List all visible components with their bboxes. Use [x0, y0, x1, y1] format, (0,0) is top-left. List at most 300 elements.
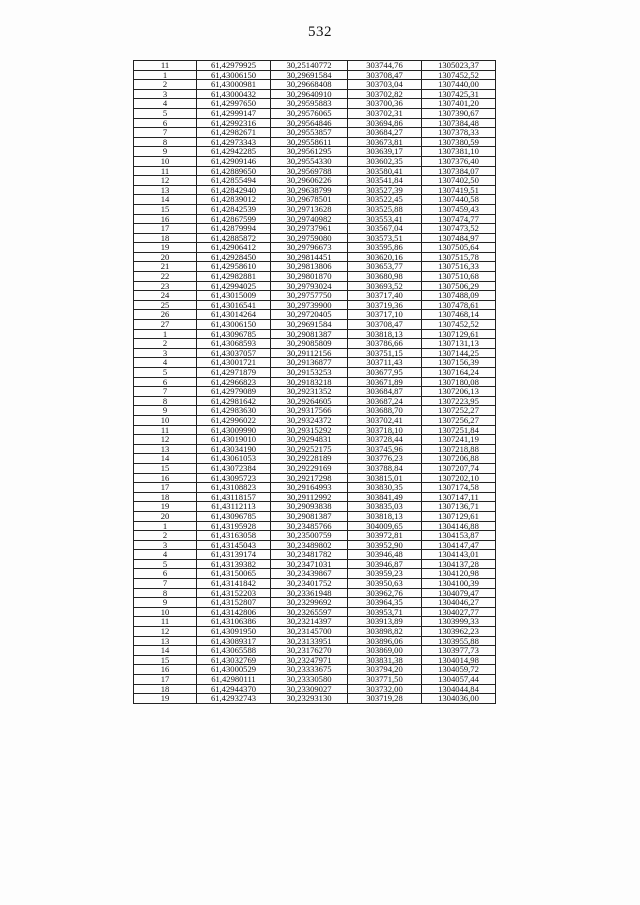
table-row — [134, 128, 496, 138]
point-number-cell: 9 — [134, 406, 197, 416]
point-number-cell: 19 — [134, 694, 197, 704]
table-row — [134, 377, 496, 387]
y-coordinate-cell: 1304014,98 — [422, 655, 496, 665]
y-coordinate-cell: 1303962,23 — [422, 627, 496, 637]
longitude-cell: 30,23247971 — [271, 655, 348, 665]
table-row — [134, 108, 496, 118]
y-coordinate-cell: 1307402,50 — [422, 176, 496, 186]
table-row — [134, 540, 496, 550]
y-coordinate-cell: 1307488,09 — [422, 291, 496, 301]
longitude-cell: 30,23133951 — [271, 636, 348, 646]
point-number-cell: 8 — [134, 588, 197, 598]
table-row — [134, 579, 496, 589]
table-row — [134, 320, 496, 330]
point-number-cell: 11 — [134, 617, 197, 627]
x-coordinate-cell: 303702,31 — [348, 108, 422, 118]
latitude-cell: 61,42983630 — [197, 406, 271, 416]
y-coordinate-cell: 1307484,97 — [422, 233, 496, 243]
table-row — [134, 502, 496, 512]
y-coordinate-cell: 1307452,52 — [422, 320, 496, 330]
point-number-cell: 16 — [134, 214, 197, 224]
table-row — [134, 368, 496, 378]
latitude-cell: 61,42889650 — [197, 166, 271, 176]
y-coordinate-cell: 1307131,13 — [422, 339, 496, 349]
latitude-cell: 61,43009990 — [197, 425, 271, 435]
longitude-cell: 30,29740982 — [271, 214, 348, 224]
x-coordinate-cell: 303818,13 — [348, 329, 422, 339]
x-coordinate-cell: 303653,77 — [348, 262, 422, 272]
y-coordinate-cell: 1307180,08 — [422, 377, 496, 387]
y-coordinate-cell: 1307164,24 — [422, 368, 496, 378]
y-coordinate-cell: 1304036,00 — [422, 694, 496, 704]
point-number-cell: 22 — [134, 272, 197, 282]
latitude-cell: 61,42942285 — [197, 147, 271, 157]
x-coordinate-cell: 303771,50 — [348, 675, 422, 685]
table-row — [134, 252, 496, 262]
latitude-cell: 61,42994025 — [197, 281, 271, 291]
x-coordinate-cell: 303946,48 — [348, 550, 422, 560]
table-row — [134, 646, 496, 656]
longitude-cell: 30,29081387 — [271, 511, 348, 521]
point-number-cell: 7 — [134, 128, 197, 138]
point-number-cell: 19 — [134, 243, 197, 253]
x-coordinate-cell: 303786,66 — [348, 339, 422, 349]
point-number-cell: 1 — [134, 70, 197, 80]
latitude-cell: 61,42879994 — [197, 224, 271, 234]
latitude-cell: 61,42996022 — [197, 415, 271, 425]
y-coordinate-cell: 1307241,19 — [422, 435, 496, 445]
latitude-cell: 61,43118157 — [197, 492, 271, 502]
x-coordinate-cell: 303964,35 — [348, 598, 422, 608]
table-row — [134, 463, 496, 473]
y-coordinate-cell: 1307251,84 — [422, 425, 496, 435]
point-number-cell: 11 — [134, 166, 197, 176]
x-coordinate-cell: 303718,10 — [348, 425, 422, 435]
latitude-cell: 61,43037057 — [197, 348, 271, 358]
longitude-cell: 30,29813806 — [271, 262, 348, 272]
longitude-cell: 30,29739900 — [271, 300, 348, 310]
coordinates-table — [133, 60, 496, 704]
point-number-cell: 17 — [134, 675, 197, 685]
table-row — [134, 684, 496, 694]
table-row — [134, 454, 496, 464]
y-coordinate-cell: 1307384,07 — [422, 166, 496, 176]
coordinates-table-body — [134, 61, 496, 704]
longitude-cell: 30,29315292 — [271, 425, 348, 435]
x-coordinate-cell: 303708,47 — [348, 320, 422, 330]
x-coordinate-cell: 303841,49 — [348, 492, 422, 502]
x-coordinate-cell: 303953,71 — [348, 607, 422, 617]
x-coordinate-cell: 303694,86 — [348, 118, 422, 128]
latitude-cell: 61,42997650 — [197, 99, 271, 109]
point-number-cell: 18 — [134, 684, 197, 694]
longitude-cell: 30,29606226 — [271, 176, 348, 186]
x-coordinate-cell: 303732,00 — [348, 684, 422, 694]
longitude-cell: 30,29757750 — [271, 291, 348, 301]
longitude-cell: 30,29164993 — [271, 483, 348, 493]
y-coordinate-cell: 1307252,27 — [422, 406, 496, 416]
y-coordinate-cell: 1307425,31 — [422, 89, 496, 99]
y-coordinate-cell: 1307218,88 — [422, 444, 496, 454]
point-number-cell: 2 — [134, 80, 197, 90]
latitude-cell: 61,43112113 — [197, 502, 271, 512]
y-coordinate-cell: 1307147,11 — [422, 492, 496, 502]
x-coordinate-cell: 303972,81 — [348, 531, 422, 541]
point-number-cell: 8 — [134, 137, 197, 147]
y-coordinate-cell: 1307401,20 — [422, 99, 496, 109]
x-coordinate-cell: 303693,52 — [348, 281, 422, 291]
latitude-cell: 61,43152807 — [197, 598, 271, 608]
point-number-cell: 18 — [134, 492, 197, 502]
point-number-cell: 18 — [134, 233, 197, 243]
longitude-cell: 30,23489802 — [271, 540, 348, 550]
table-row — [134, 473, 496, 483]
x-coordinate-cell: 303744,76 — [348, 61, 422, 71]
x-coordinate-cell: 303522,45 — [348, 195, 422, 205]
y-coordinate-cell: 1304057,44 — [422, 675, 496, 685]
latitude-cell: 61,43142806 — [197, 607, 271, 617]
table-row — [134, 636, 496, 646]
table-row — [134, 61, 496, 71]
table-row — [134, 627, 496, 637]
longitude-cell: 30,29554330 — [271, 156, 348, 166]
y-coordinate-cell: 1307459,43 — [422, 204, 496, 214]
x-coordinate-cell: 303525,88 — [348, 204, 422, 214]
longitude-cell: 30,23330580 — [271, 675, 348, 685]
x-coordinate-cell: 303688,70 — [348, 406, 422, 416]
y-coordinate-cell: 1307419,51 — [422, 185, 496, 195]
table-row — [134, 655, 496, 665]
point-number-cell: 16 — [134, 665, 197, 675]
y-coordinate-cell: 1307206,88 — [422, 454, 496, 464]
x-coordinate-cell: 303952,90 — [348, 540, 422, 550]
longitude-cell: 30,29595883 — [271, 99, 348, 109]
x-coordinate-cell: 303684,87 — [348, 387, 422, 397]
longitude-cell: 30,29801870 — [271, 272, 348, 282]
latitude-cell: 61,42928450 — [197, 252, 271, 262]
point-number-cell: 25 — [134, 300, 197, 310]
point-number-cell: 20 — [134, 511, 197, 521]
y-coordinate-cell: 1307506,29 — [422, 281, 496, 291]
table-row — [134, 425, 496, 435]
point-number-cell: 1 — [134, 521, 197, 531]
longitude-cell: 30,23485766 — [271, 521, 348, 531]
latitude-cell: 61,43096785 — [197, 511, 271, 521]
point-number-cell: 4 — [134, 99, 197, 109]
y-coordinate-cell: 1307381,10 — [422, 147, 496, 157]
x-coordinate-cell: 303677,95 — [348, 368, 422, 378]
point-number-cell: 6 — [134, 377, 197, 387]
table-row — [134, 233, 496, 243]
table-row — [134, 272, 496, 282]
longitude-cell: 30,23333675 — [271, 665, 348, 675]
x-coordinate-cell: 303702,41 — [348, 415, 422, 425]
longitude-cell: 30,29793024 — [271, 281, 348, 291]
longitude-cell: 30,29153253 — [271, 368, 348, 378]
point-number-cell: 11 — [134, 61, 197, 71]
table-row — [134, 396, 496, 406]
y-coordinate-cell: 1307384,48 — [422, 118, 496, 128]
table-row — [134, 147, 496, 157]
longitude-cell: 30,29737961 — [271, 224, 348, 234]
longitude-cell: 30,29317566 — [271, 406, 348, 416]
y-coordinate-cell: 1307505,64 — [422, 243, 496, 253]
longitude-cell: 30,29558611 — [271, 137, 348, 147]
point-number-cell: 13 — [134, 185, 197, 195]
point-number-cell: 2 — [134, 339, 197, 349]
latitude-cell: 61,43152203 — [197, 588, 271, 598]
table-row — [134, 156, 496, 166]
point-number-cell: 10 — [134, 156, 197, 166]
point-number-cell: 17 — [134, 224, 197, 234]
latitude-cell: 61,43014264 — [197, 310, 271, 320]
longitude-cell: 30,29814451 — [271, 252, 348, 262]
latitude-cell: 61,43019010 — [197, 435, 271, 445]
table-row — [134, 204, 496, 214]
table-row — [134, 521, 496, 531]
x-coordinate-cell: 303708,47 — [348, 70, 422, 80]
latitude-cell: 61,42966823 — [197, 377, 271, 387]
x-coordinate-cell: 303830,35 — [348, 483, 422, 493]
longitude-cell: 30,23299692 — [271, 598, 348, 608]
latitude-cell: 61,42979089 — [197, 387, 271, 397]
table-row — [134, 694, 496, 704]
latitude-cell: 61,42982671 — [197, 128, 271, 138]
point-number-cell: 2 — [134, 531, 197, 541]
x-coordinate-cell: 303950,63 — [348, 579, 422, 589]
x-coordinate-cell: 303671,89 — [348, 377, 422, 387]
x-coordinate-cell: 303815,01 — [348, 473, 422, 483]
longitude-cell: 30,23481782 — [271, 550, 348, 560]
x-coordinate-cell: 303553,41 — [348, 214, 422, 224]
longitude-cell: 30,29231352 — [271, 387, 348, 397]
point-number-cell: 17 — [134, 483, 197, 493]
y-coordinate-cell: 1307473,52 — [422, 224, 496, 234]
latitude-cell: 61,42981642 — [197, 396, 271, 406]
latitude-cell: 61,43000981 — [197, 80, 271, 90]
table-row — [134, 300, 496, 310]
table-row — [134, 99, 496, 109]
x-coordinate-cell: 303788,84 — [348, 463, 422, 473]
table-row — [134, 617, 496, 627]
x-coordinate-cell: 303680,98 — [348, 272, 422, 282]
latitude-cell: 61,43108823 — [197, 483, 271, 493]
y-coordinate-cell: 1307174,58 — [422, 483, 496, 493]
longitude-cell: 30,29081387 — [271, 329, 348, 339]
y-coordinate-cell: 1307440,00 — [422, 80, 496, 90]
longitude-cell: 30,29252175 — [271, 444, 348, 454]
y-coordinate-cell: 1307202,10 — [422, 473, 496, 483]
table-row — [134, 569, 496, 579]
longitude-cell: 30,29576065 — [271, 108, 348, 118]
point-number-cell: 19 — [134, 502, 197, 512]
latitude-cell: 61,43150065 — [197, 569, 271, 579]
point-number-cell: 16 — [134, 473, 197, 483]
table-row — [134, 387, 496, 397]
x-coordinate-cell: 303959,23 — [348, 569, 422, 579]
latitude-cell: 61,43016541 — [197, 300, 271, 310]
x-coordinate-cell: 303946,87 — [348, 559, 422, 569]
x-coordinate-cell: 303728,44 — [348, 435, 422, 445]
latitude-cell: 61,43072384 — [197, 463, 271, 473]
latitude-cell: 61,42944370 — [197, 684, 271, 694]
point-number-cell: 12 — [134, 176, 197, 186]
y-coordinate-cell: 1307380,59 — [422, 137, 496, 147]
table-row — [134, 176, 496, 186]
x-coordinate-cell: 303711,43 — [348, 358, 422, 368]
longitude-cell: 30,29229169 — [271, 463, 348, 473]
y-coordinate-cell: 1307156,39 — [422, 358, 496, 368]
longitude-cell: 30,23214397 — [271, 617, 348, 627]
longitude-cell: 30,29759080 — [271, 233, 348, 243]
page-number: 532 — [308, 24, 332, 40]
table-row — [134, 675, 496, 685]
table-row — [134, 329, 496, 339]
latitude-cell: 61,43000432 — [197, 89, 271, 99]
y-coordinate-cell: 1307478,61 — [422, 300, 496, 310]
longitude-cell: 30,25140772 — [271, 61, 348, 71]
longitude-cell: 30,29720405 — [271, 310, 348, 320]
y-coordinate-cell: 1307223,95 — [422, 396, 496, 406]
x-coordinate-cell: 303794,20 — [348, 665, 422, 675]
latitude-cell: 61,43000529 — [197, 665, 271, 675]
longitude-cell: 30,29324372 — [271, 415, 348, 425]
point-number-cell: 9 — [134, 147, 197, 157]
longitude-cell: 30,29796673 — [271, 243, 348, 253]
table-row — [134, 166, 496, 176]
point-number-cell: 26 — [134, 310, 197, 320]
table-row — [134, 511, 496, 521]
longitude-cell: 30,29564846 — [271, 118, 348, 128]
latitude-cell: 61,43163058 — [197, 531, 271, 541]
latitude-cell: 61,43068593 — [197, 339, 271, 349]
longitude-cell: 30,29112156 — [271, 348, 348, 358]
y-coordinate-cell: 1304146,88 — [422, 521, 496, 531]
table-row — [134, 89, 496, 99]
table-row — [134, 185, 496, 195]
y-coordinate-cell: 1304046,27 — [422, 598, 496, 608]
point-number-cell: 5 — [134, 368, 197, 378]
point-number-cell: 12 — [134, 435, 197, 445]
y-coordinate-cell: 1307129,61 — [422, 329, 496, 339]
x-coordinate-cell: 303751,15 — [348, 348, 422, 358]
latitude-cell: 61,43091950 — [197, 627, 271, 637]
point-number-cell: 15 — [134, 463, 197, 473]
latitude-cell: 61,43089317 — [197, 636, 271, 646]
table-row — [134, 243, 496, 253]
point-number-cell: 10 — [134, 607, 197, 617]
latitude-cell: 61,43139382 — [197, 559, 271, 569]
point-number-cell: 6 — [134, 118, 197, 128]
y-coordinate-cell: 1303999,33 — [422, 617, 496, 627]
table-row — [134, 406, 496, 416]
y-coordinate-cell: 1307129,61 — [422, 511, 496, 521]
y-coordinate-cell: 1307510,68 — [422, 272, 496, 282]
x-coordinate-cell: 303700,36 — [348, 99, 422, 109]
point-number-cell: 10 — [134, 415, 197, 425]
latitude-cell: 61,43065588 — [197, 646, 271, 656]
latitude-cell: 61,42979925 — [197, 61, 271, 71]
longitude-cell: 30,29228189 — [271, 454, 348, 464]
latitude-cell: 61,43061053 — [197, 454, 271, 464]
point-number-cell: 15 — [134, 655, 197, 665]
y-coordinate-cell: 1307474,77 — [422, 214, 496, 224]
table-row — [134, 70, 496, 80]
latitude-cell: 61,42906412 — [197, 243, 271, 253]
longitude-cell: 30,29294831 — [271, 435, 348, 445]
latitude-cell: 61,43001721 — [197, 358, 271, 368]
x-coordinate-cell: 303541,84 — [348, 176, 422, 186]
y-coordinate-cell: 1307207,74 — [422, 463, 496, 473]
table-row — [134, 348, 496, 358]
point-number-cell: 5 — [134, 559, 197, 569]
table-row — [134, 492, 496, 502]
table-row — [134, 310, 496, 320]
point-number-cell: 11 — [134, 425, 197, 435]
y-coordinate-cell: 1307378,33 — [422, 128, 496, 138]
table-row — [134, 559, 496, 569]
longitude-cell: 30,23293130 — [271, 694, 348, 704]
latitude-cell: 61,42932743 — [197, 694, 271, 704]
point-number-cell: 4 — [134, 358, 197, 368]
y-coordinate-cell: 1307144,25 — [422, 348, 496, 358]
longitude-cell: 30,23439867 — [271, 569, 348, 579]
point-number-cell: 5 — [134, 108, 197, 118]
y-coordinate-cell: 1304143,01 — [422, 550, 496, 560]
x-coordinate-cell: 303684,27 — [348, 128, 422, 138]
latitude-cell: 61,42992316 — [197, 118, 271, 128]
x-coordinate-cell: 303745,96 — [348, 444, 422, 454]
table-row — [134, 598, 496, 608]
table-row — [134, 607, 496, 617]
y-coordinate-cell: 1304100,39 — [422, 579, 496, 589]
x-coordinate-cell: 303835,03 — [348, 502, 422, 512]
latitude-cell: 61,42958610 — [197, 262, 271, 272]
y-coordinate-cell: 1307206,13 — [422, 387, 496, 397]
x-coordinate-cell: 303896,06 — [348, 636, 422, 646]
y-coordinate-cell: 1304044,84 — [422, 684, 496, 694]
point-number-cell: 3 — [134, 540, 197, 550]
point-number-cell: 7 — [134, 387, 197, 397]
y-coordinate-cell: 1307440,58 — [422, 195, 496, 205]
point-number-cell: 14 — [134, 454, 197, 464]
table-row — [134, 358, 496, 368]
x-coordinate-cell: 303818,13 — [348, 511, 422, 521]
point-number-cell: 7 — [134, 579, 197, 589]
longitude-cell: 30,29691584 — [271, 70, 348, 80]
latitude-cell: 61,43095723 — [197, 473, 271, 483]
longitude-cell: 30,29264605 — [271, 396, 348, 406]
table-row — [134, 291, 496, 301]
latitude-cell: 61,42867599 — [197, 214, 271, 224]
y-coordinate-cell: 1304147,47 — [422, 540, 496, 550]
y-coordinate-cell: 1304153,87 — [422, 531, 496, 541]
latitude-cell: 61,42885872 — [197, 233, 271, 243]
longitude-cell: 30,23145700 — [271, 627, 348, 637]
table-row — [134, 118, 496, 128]
point-number-cell: 12 — [134, 627, 197, 637]
longitude-cell: 30,29217298 — [271, 473, 348, 483]
x-coordinate-cell: 303776,23 — [348, 454, 422, 464]
longitude-cell: 30,29553857 — [271, 128, 348, 138]
x-coordinate-cell: 303567,04 — [348, 224, 422, 234]
latitude-cell: 61,42980111 — [197, 675, 271, 685]
latitude-cell: 61,43145043 — [197, 540, 271, 550]
point-number-cell: 3 — [134, 89, 197, 99]
x-coordinate-cell: 303687,24 — [348, 396, 422, 406]
y-coordinate-cell: 1307390,67 — [422, 108, 496, 118]
latitude-cell: 61,43034190 — [197, 444, 271, 454]
